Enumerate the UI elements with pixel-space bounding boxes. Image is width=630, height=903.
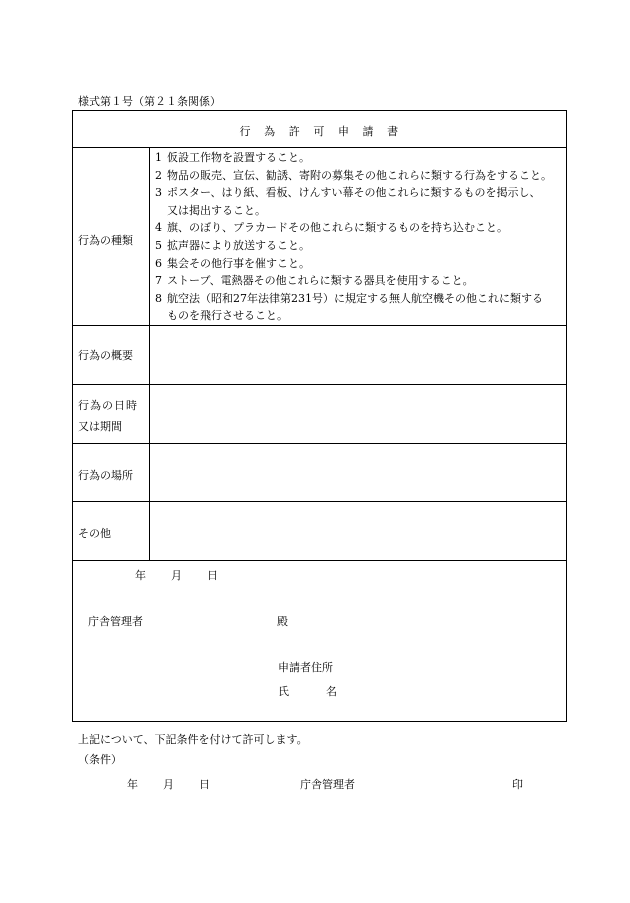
summary-field (150, 326, 566, 384)
list-item (155, 184, 552, 219)
period-field (150, 385, 566, 443)
row-divider (73, 147, 566, 148)
period-label-line2: 又は期間 (78, 420, 122, 433)
other-label: その他 (78, 527, 111, 540)
place-field (150, 444, 566, 501)
applicant-name-label: 氏 名 (278, 685, 338, 698)
list-item (155, 255, 552, 273)
list-item (155, 237, 552, 255)
addressee: 庁舎管理者 (88, 615, 143, 628)
place-label: 行為の場所 (78, 469, 133, 482)
form-number: 様式第１号（第２１条関係） (78, 95, 221, 108)
item-number: 8 (155, 291, 162, 305)
item-text-continued: 又は掲出すること。 (167, 203, 266, 217)
activity-type-label: 行為の種類 (78, 234, 133, 247)
period-label-line1: 行為の日時 (78, 399, 138, 412)
list-item (155, 149, 552, 167)
item-number: 6 (155, 256, 162, 270)
item-text: 旗、のぼり、プラカードその他これらに類するものを持ち込むこと。 (167, 221, 508, 235)
list-item (155, 272, 552, 290)
item-text-continued: ものを飛行させること。 (167, 309, 288, 323)
list-item (155, 167, 552, 185)
item-number: 4 (155, 221, 162, 235)
list-item (155, 290, 552, 325)
honorific: 殿 (277, 615, 288, 628)
item-text: 物品の販売、宣伝、勧誘、寄附の募集その他これらに類する行為をすること。 (167, 168, 552, 182)
activity-type-list (155, 149, 552, 325)
item-text: 航空法（昭和27年法律第231号）に規定する無人航空機その他これに類する (167, 291, 543, 305)
item-text: 集会その他行事を催すこと。 (167, 256, 310, 270)
approval-statement: 上記について、下記条件を付けて許可します。 (78, 733, 308, 746)
item-number: 3 (155, 186, 162, 200)
item-number: 1 (155, 151, 162, 164)
item-text: ストーブ、電熱器その他これらに類する器具を使用すること。 (167, 274, 474, 288)
item-number: 7 (155, 274, 162, 288)
application-date: 年 月 日 (135, 569, 219, 582)
seal-mark: 印 (512, 778, 523, 791)
item-number: 2 (155, 168, 162, 182)
application-form-table (72, 110, 567, 722)
approval-issuer: 庁舎管理者 (300, 778, 355, 791)
item-text: ポスター、はり紙、看板、けんすい幕その他これらに類するものを掲示し、 (167, 186, 541, 200)
other-field (150, 502, 566, 560)
applicant-address-label: 申請者住所 (278, 661, 333, 674)
list-item (155, 219, 552, 237)
row-divider (73, 560, 566, 561)
item-text: 拡声器により放送すること。 (167, 238, 310, 252)
item-number: 5 (155, 238, 162, 252)
form-title: 行 為 許 可 申 請 書 (239, 125, 400, 138)
item-text: 仮設工作物を設置すること。 (167, 151, 310, 164)
summary-label: 行為の概要 (78, 349, 133, 362)
approval-date: 年 月 日 (127, 778, 211, 791)
conditions-label: （条件） (78, 753, 122, 766)
